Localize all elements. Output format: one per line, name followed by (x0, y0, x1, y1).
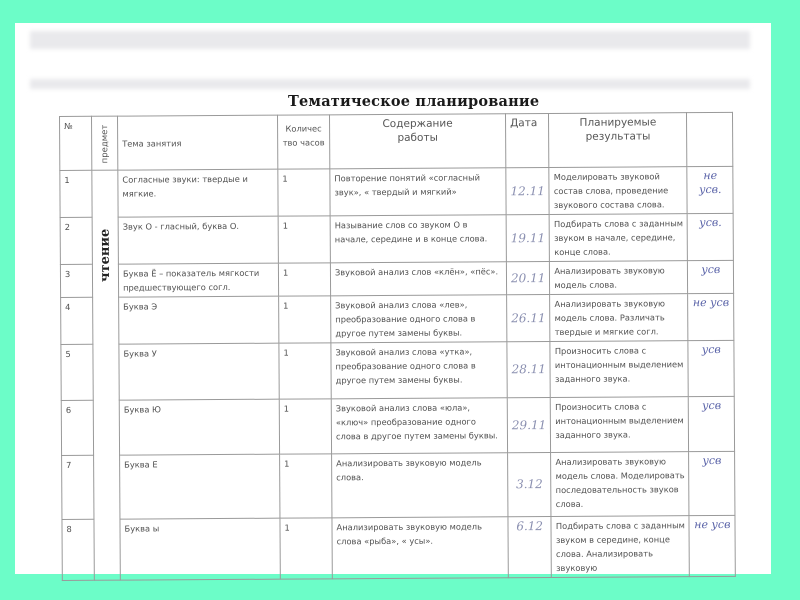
row-num: 2 (60, 217, 92, 264)
row-topic: Буква Ю (119, 399, 279, 455)
row-num: 1 (60, 170, 92, 217)
row-content: Анализировать звуковую модель слова «рыба», « усы». (332, 517, 508, 579)
row-mark (687, 213, 733, 260)
row-mark (688, 260, 734, 293)
handwritten-mark: усв (702, 453, 722, 468)
row-hours: 1 (279, 399, 331, 454)
row-hours: 1 (280, 454, 332, 518)
subject-label: чтение (97, 228, 113, 282)
row-hours: 1 (279, 296, 331, 343)
faded-header-line (30, 31, 750, 49)
table-row (61, 340, 735, 400)
header-num: № (60, 116, 92, 170)
table-row (60, 166, 734, 217)
row-topic: Согласные звуки: твердые и мягкие. (118, 169, 278, 217)
table-row (60, 260, 734, 297)
header-subject (92, 116, 118, 170)
row-topic: Буква Е (120, 454, 280, 519)
row-content: Повторение понятий «согласный звук», « твердый и мягкий» (330, 168, 506, 216)
row-mark (688, 293, 734, 340)
row-mark (687, 166, 733, 213)
table-row (60, 213, 734, 264)
handwritten-mark: не усв (692, 295, 730, 310)
row-topic: Буква Ё – показатель мягкости предшествующего согл. (118, 263, 278, 297)
row-hours: 1 (278, 263, 330, 296)
row-results: Анализировать звуковую модель слова. Моделировать последовательность звуков слова. (551, 452, 689, 517)
row-content: Звуковой анализ слова «юла», «ключ» преобразование одного слова в другое путем замены буквы. (331, 398, 507, 454)
row-date (508, 517, 552, 578)
row-hours: 1 (278, 216, 330, 263)
header-hours: Количес тво часов (277, 115, 329, 169)
faded-header-line (30, 79, 750, 89)
row-content: Называние слов со звуком О в начале, середине и в конце слова. (330, 215, 506, 263)
row-mark (688, 340, 734, 396)
row-num: 5 (61, 344, 93, 400)
handwritten-date: 29.11 (511, 417, 547, 432)
header-date: Дата (505, 114, 549, 168)
row-num: 4 (61, 297, 93, 344)
handwritten-date: 3.12 (516, 477, 543, 492)
row-date (506, 262, 550, 295)
header-subject-label: предмет (99, 124, 110, 164)
table-row (62, 451, 736, 519)
row-date (507, 342, 551, 398)
handwritten-date: 20.11 (510, 270, 546, 285)
header-results: Планируемые результаты (549, 113, 687, 168)
row-topic: Буква ы (120, 518, 280, 580)
row-results: Анализировать звуковую модель слова. Различать твердые и мягкие согл. (550, 294, 688, 342)
row-results: Подбирать слова с заданным звуком в середине, конце слова. Анализировать звуковую (551, 516, 689, 578)
handwritten-date: 26.11 (511, 310, 546, 325)
row-content: Звуковой анализ слова «утка», преобразование одного слова в другое путем замены буквы. (331, 342, 507, 399)
row-num: 6 (61, 400, 93, 455)
handwritten-mark: не усв (694, 517, 731, 532)
row-content: Анализировать звуковую модель слова. (332, 453, 508, 518)
table-row (61, 396, 735, 455)
row-topic: Буква У (119, 343, 279, 400)
row-hours: 1 (279, 343, 331, 399)
header-mark (687, 112, 733, 166)
row-results: Моделировать звуковой состав слова, проведение звукового состава слова. (549, 167, 687, 215)
planning-table (59, 112, 736, 581)
row-date (508, 453, 552, 517)
row-hours: 1 (280, 518, 332, 579)
row-results: Подбирать слова с заданным звуком в начале, середине, конце слова. (549, 214, 687, 262)
row-results: Произносить слова с интонационным выделением заданного звука. (550, 341, 688, 398)
header-content: Содержание работы (329, 114, 505, 169)
handwritten-date: 19.11 (510, 230, 546, 245)
handwritten-mark: усв (701, 262, 721, 277)
row-results: Анализировать звуковую модель слова. (550, 261, 688, 295)
row-topic: Звук О - гласный, буква О. (118, 216, 278, 264)
row-date (506, 215, 550, 262)
table-row (61, 293, 735, 344)
header-topic: Тема занятия (118, 115, 278, 170)
row-num: 7 (62, 455, 94, 519)
handwritten-date: 28.11 (511, 362, 546, 377)
row-content: Звуковой анализ слов «клён», «пёс». (330, 262, 506, 296)
document-title: Тематическое планирование (288, 93, 540, 110)
row-mark (689, 451, 735, 515)
handwritten-date: 6.12 (516, 519, 544, 534)
row-topic: Буква Э (119, 296, 279, 344)
table-row (62, 515, 736, 580)
row-mark (689, 396, 735, 451)
row-num: 3 (60, 264, 92, 297)
handwritten-mark: усв (702, 398, 722, 413)
row-num: 8 (62, 519, 94, 580)
row-hours: 1 (278, 169, 330, 216)
handwritten-mark: усв (701, 342, 721, 357)
row-results: Произносить слова с интонационным выделением заданного звука. (551, 397, 689, 453)
handwritten-mark: не усв. (699, 168, 722, 197)
row-date (507, 295, 551, 342)
row-content: Звуковой анализ слова «лев», преобразование одного слова в другое путем замены буквы. (331, 295, 507, 343)
row-date (507, 398, 551, 453)
table-header-row (60, 112, 734, 170)
handwritten-mark: усв. (699, 215, 722, 230)
row-date (506, 168, 550, 215)
handwritten-date: 12.11 (510, 183, 545, 198)
row-mark (689, 515, 735, 576)
subject-cell (92, 170, 121, 580)
